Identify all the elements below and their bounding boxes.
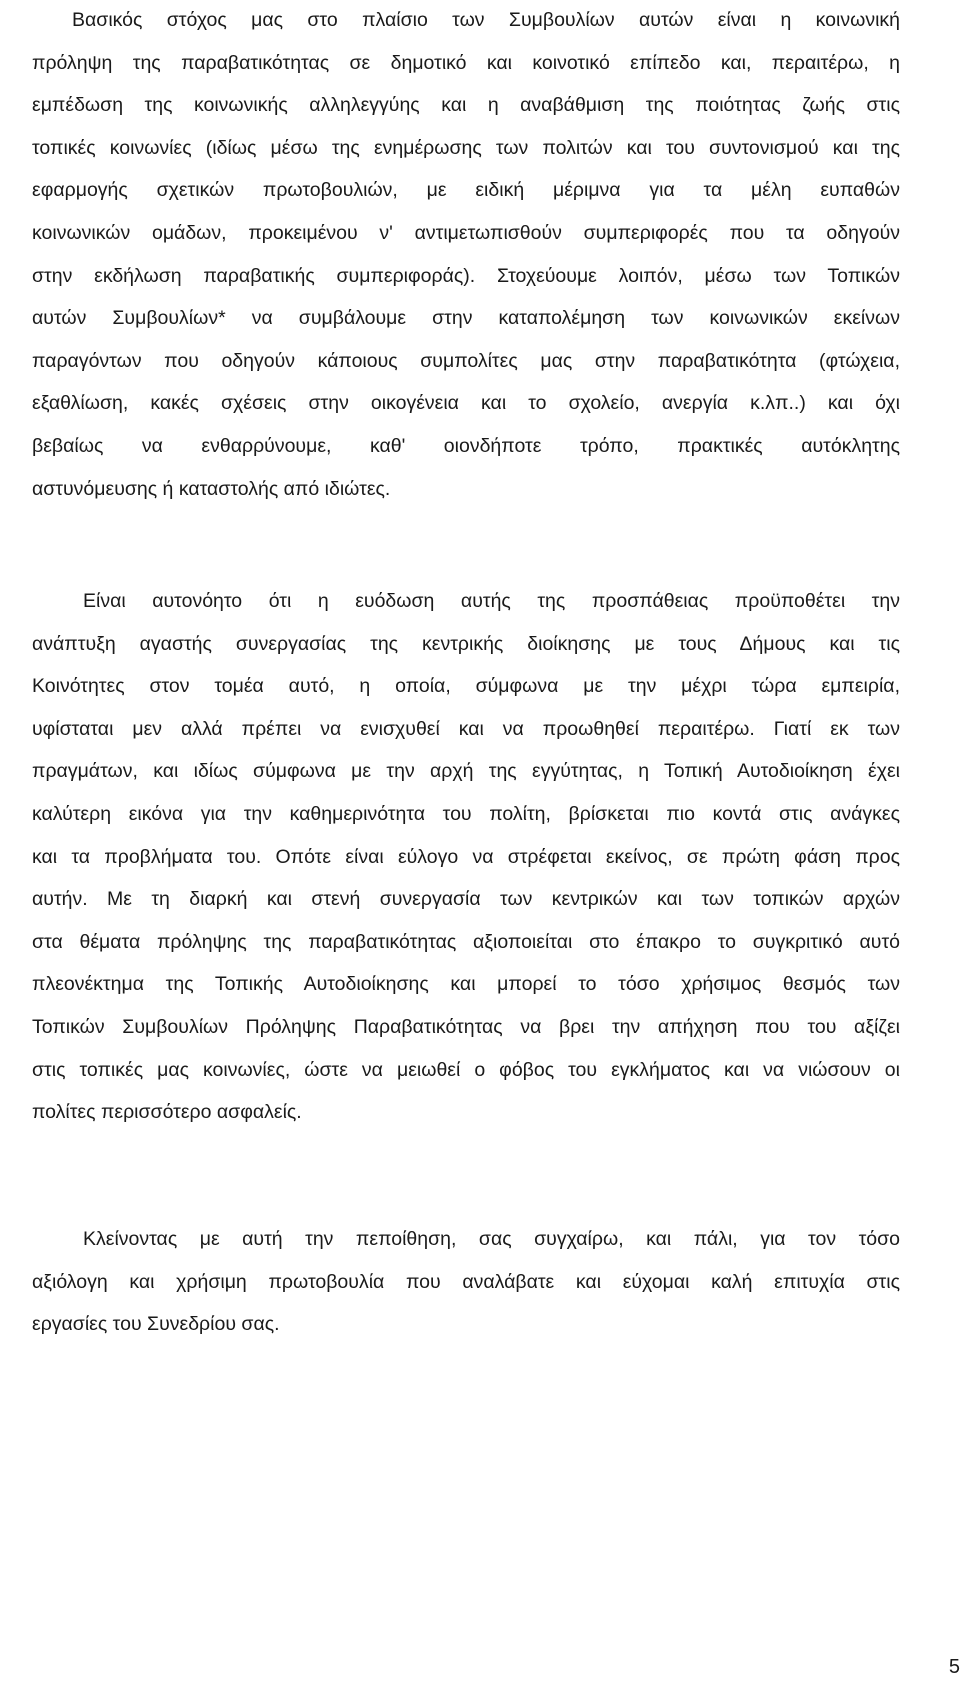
text-line: κοινωνικών ομάδων, προκειμένου ν' αντιμετωπισθούν συμπεριφορές που τα οδηγούν	[32, 221, 900, 244]
page-number: 5	[948, 1656, 960, 1678]
text-line: αυτών Συμβουλίων* να συμβάλουμε στην καταπολέμηση των κοινωνικών εκείνων	[32, 307, 900, 330]
text-line: αστυνόμευσης ή καταστολής από ιδιώτες.	[32, 477, 391, 500]
text-line: παραγόντων που οδηγούν κάποιους συμπολίτες μας στην παραβατικότητα (φτώχεια,	[32, 349, 900, 372]
text-line: Κοινότητες στον τομέα αυτό, η οποία, σύμφωνα με την μέχρι τώρα εμπειρία,	[32, 675, 900, 698]
text-line: στην εκδήλωση παραβατικής συμπεριφοράς). Στοχεύουμε λοιπόν, μέσω των Τοπικών	[32, 264, 900, 287]
paragraph-1	[32, 0, 900, 510]
text-line: ανάπτυξη αγαστής συνεργασίας της κεντρικής διοίκησης με τους Δήμους και τις	[32, 632, 900, 655]
text-line: υφίσταται μεν αλλά πρέπει να ενισχυθεί και να προωθηθεί περαιτέρω. Γιατί εκ των	[32, 717, 900, 740]
text-line: πραγμάτων, και ιδίως σύμφωνα με την αρχή της εγγύτητας, η Τοπική Αυτοδιοίκηση έχει	[32, 760, 900, 783]
text-line: και τα προβλήματα του. Οπότε είναι εύλογο να στρέφεται εκείνος, σε πρώτη φάση προς	[32, 845, 900, 868]
text-line: αυτήν. Με τη διαρκή και στενή συνεργασία των κεντρικών και των τοπικών αρχών	[32, 888, 900, 911]
text-line: εμπέδωση της κοινωνικής αλληλεγγύης και η αναβάθμιση της ποιότητας ζωής στις	[32, 94, 900, 117]
text-line: εργασίες του Συνεδρίου σας.	[32, 1313, 280, 1336]
text-line: αξιόλογη και χρήσιμη πρωτοβουλία που αναλάβατε και εύχομαι καλή επιτυχία στις	[32, 1270, 900, 1293]
text-line: εξαθλίωση, κακές σχέσεις στην οικογένεια και το σχολείο, ανεργία κ.λπ..) και όχι	[32, 392, 900, 415]
text-line: πολίτες περισσότερο ασφαλείς.	[32, 1101, 302, 1124]
text-line: πλεονέκτημα της Τοπικής Αυτοδιοίκησης και μπορεί το τόσο χρήσιμος θεσμός των	[32, 973, 900, 996]
text-line: καλύτερη εικόνα για την καθημερινότητα του πολίτη, βρίσκεται πιο κοντά στις ανάγκες	[32, 802, 900, 825]
text-line: πρόληψη της παραβατικότητας σε δημοτικό και κοινοτικό επίπεδο και, περαιτέρω, η	[32, 51, 900, 74]
text-line: τοπικές κοινωνίες (ιδίως μέσω της ενημέρωσης των πολιτών και του συντονισμού και της	[32, 136, 900, 159]
paragraph-3	[32, 1218, 900, 1346]
text-line: Κλείνοντας με αυτή την πεποίθηση, σας συγχαίρω, και πάλι, για τον τόσο	[83, 1228, 900, 1250]
text-line: Είναι αυτονόητο ότι η ευόδωση αυτής της προσπάθειας προϋποθέτει την	[83, 590, 900, 612]
text-line: στα θέματα πρόληψης της παραβατικότητας αξιοποιείται στο έπακρο το συγκριτικό αυτό	[32, 930, 900, 953]
text-line: Τοπικών Συμβουλίων Πρόληψης Παραβατικότητας να βρει την απήχηση που του αξίζει	[32, 1015, 900, 1038]
text-line: εφαρμογής σχετικών πρωτοβουλιών, με ειδική μέριμνα για τα μέλη ευπαθών	[32, 179, 900, 202]
text-line: στις τοπικές μας κοινωνίες, ώστε να μειωθεί ο φόβος του εγκλήματος και να νιώσουν οι	[32, 1058, 900, 1081]
paragraph-2	[32, 580, 900, 1134]
text-line: Βασικός στόχος μας στο πλαίσιο των Συμβουλίων αυτών είναι η κοινωνική	[72, 9, 900, 31]
text-line: βεβαίως να ενθαρρύνουμε, καθ' οιονδήποτε τρόπο, πρακτικές αυτόκλητης	[32, 434, 900, 457]
